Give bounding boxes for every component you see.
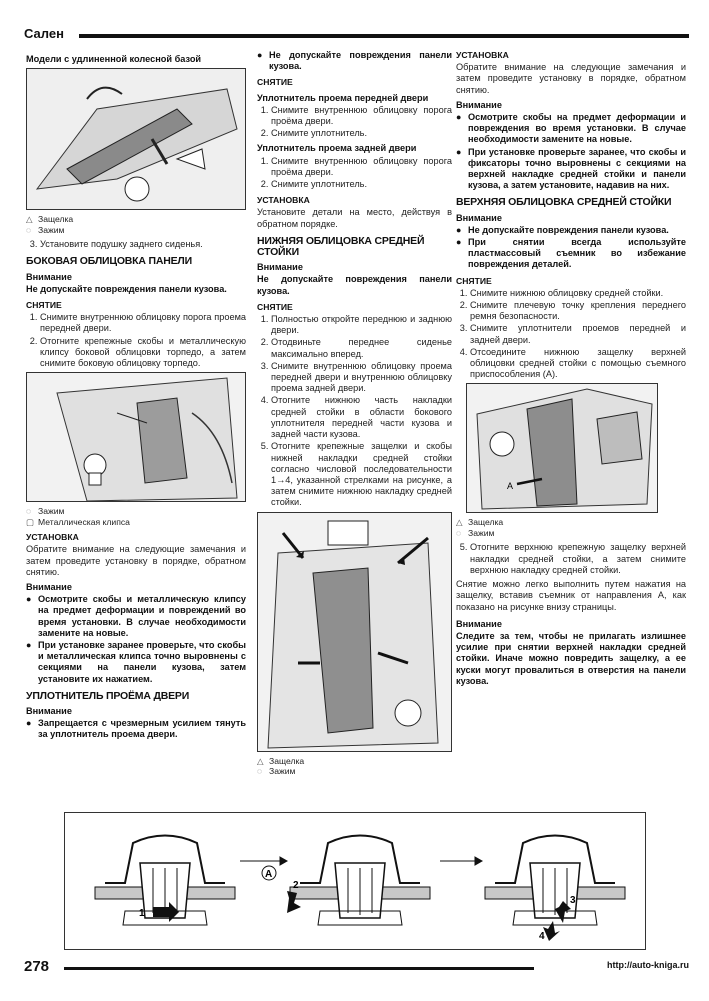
legend-label: Защелка [468, 517, 504, 528]
page-footer [24, 958, 689, 980]
attention-label: Внимание [26, 271, 72, 282]
figure-clip-removal-sequence [64, 812, 646, 950]
door-seal-bullets [26, 718, 246, 740]
legend-4 [456, 517, 686, 538]
footer-url[interactable]: http://auto-kniga.ru [607, 960, 689, 970]
attention-label: Внимание [456, 618, 502, 629]
step-item: 5. Отогните крепежные защелки и скобы нижней накладки средней стойки согласно числовой последовательности 1→4, указанной стрелками на рисунке, а затем снимите нижнюю накладку средней стойки. [271, 441, 452, 508]
install-text: Установите детали на место, действуя в обратном порядке. [257, 207, 452, 229]
note-text: Снятие можно легко выполнить путем нажатия на защелку, вставив съемник от направления А, как показано на рисунке внизу страницы. [456, 579, 686, 612]
rear-steps [257, 156, 452, 191]
header-title: Сален [24, 26, 64, 41]
removal-label: СНЯТИЕ [257, 77, 293, 88]
metal-clip-icon: ▢ [26, 516, 35, 527]
top-bullets [257, 50, 452, 72]
step-item: 1. Снимите нижнюю облицовку средней стойки. [470, 288, 686, 299]
front-steps [257, 105, 452, 140]
clip-icon: ◌ [26, 506, 32, 517]
lower-pillar-illustration [258, 513, 451, 751]
attention-label: Внимание [257, 262, 303, 273]
attention-label: Внимание [456, 212, 502, 223]
footer-rule [64, 967, 534, 970]
subsection-front-seal: Уплотнитель проема передней двери [257, 92, 429, 103]
step-item: 2. Снимите плечевую точку крепления переднего ремня безопасности. [470, 300, 686, 322]
attention-label: Внимание [26, 706, 72, 717]
latch-icon: △ [26, 214, 33, 225]
clip-sequence-illustration [65, 813, 645, 949]
legend-item [26, 517, 246, 528]
install-text: Обратите внимание на следующие замечания и затем проведите установку в порядке, обратном снятию. [26, 544, 246, 577]
figure-torpedo-trim [26, 372, 246, 502]
lower-steps [257, 314, 452, 508]
legend-item [456, 528, 686, 539]
legend-label: Зажим [38, 506, 65, 517]
clip-icon: ◌ [456, 527, 462, 538]
install-label: УСТАНОВКА [26, 532, 79, 543]
arrow-4-label: 4 [539, 931, 545, 942]
step-item: 4. Отсоедините нижнюю защелку верхней облицовки средней стойки с помощью съемного приспособления (А). [470, 347, 686, 381]
page-number: 278 [24, 958, 50, 975]
legend-item [26, 225, 246, 236]
upper-steps [456, 288, 686, 381]
section-title-upper-pillar: ВЕРХНЯЯ ОБЛИЦОВКА СРЕДНЕЙ СТОЙКИ [456, 196, 672, 209]
bullet-item: ● Запрещается с чрезмерным усилием тянуть за уплотнитель проема двери. [38, 718, 246, 740]
column-1 [26, 50, 246, 744]
section-title-door-seal: УПЛОТНИТЕЛЬ ПРОЁМА ДВЕРИ [26, 689, 190, 702]
legend-label: Зажим [468, 527, 495, 538]
legend-label: Защелка [38, 214, 74, 225]
column-2 [257, 50, 452, 781]
removal-label: СНЯТИЕ [456, 275, 492, 286]
figure-wheelbase [26, 68, 246, 210]
bullet-item: ● Не допускайте повреждения панели кузова. [468, 225, 686, 236]
page-header [24, 26, 689, 44]
install-label: УСТАНОВКА [257, 195, 310, 206]
upper-bullets [456, 225, 686, 271]
section-title-side-panel: БОКОВАЯ ОБЛИЦОВКА ПАНЕЛИ [26, 255, 192, 268]
legend-label: Зажим [38, 224, 65, 235]
removal-label: СНЯТИЕ [26, 300, 62, 311]
latch-icon: △ [257, 755, 264, 766]
legend-3 [257, 756, 452, 777]
attention-label: Внимание [26, 582, 72, 593]
step-item: 5. Отогните верхнюю крепежную защелку верхней накладки средней стойки, а затем снимите верхнюю накладку средней стойки. [470, 542, 686, 576]
clip-icon: ◌ [26, 224, 32, 235]
install-bullets [456, 112, 686, 191]
arrow-1-label: 1 [139, 908, 145, 919]
latch-icon: △ [456, 517, 463, 528]
bullet-item: ● При установке проверьте заранее, что скобы и фиксаторы точно выровнены с секциями на верхней накладке средней стойки и панели кузова, а затем установите, надавив на них. [468, 147, 686, 192]
step-item: 1. Полностью откройте переднюю и заднюю двери. [271, 314, 452, 336]
clip-icon: ◌ [257, 766, 263, 777]
step-item: 4. Отогните нижнюю часть накладки средней стойки в области бокового уплотнителя передней части кузова и задней части кузова. [271, 395, 452, 440]
arrow-4-icon [543, 921, 560, 941]
legend-2 [26, 506, 246, 527]
step-item: 2. Отогните крепежные скобы и металлическую клипсу боковой облицовки торпедо, а затем снимите боковую облицовку торпедо. [40, 336, 246, 370]
wheelbase-illustration [27, 69, 245, 209]
bullet-item: ● При установке заранее проверьте, что скобы и металлическая клипса точно выровнены с секциями на панели кузова, затем установите их нажатием. [38, 640, 246, 685]
removal-label: СНЯТИЕ [257, 301, 293, 312]
legend-label: Металлическая клипса [38, 516, 130, 527]
step-item: 3. Снимите уплотнители проемов передней и задней двери. [470, 323, 686, 345]
warning-text: Не допускайте повреждения панели кузова. [26, 283, 227, 294]
column-3 [456, 50, 686, 689]
figure-upper-pillar [466, 383, 658, 513]
torpedo-trim-illustration [27, 373, 245, 501]
final-warning: Следите за тем, чтобы не прилагать излишнее усилие при снятии верхней накладки средней стойки. Иначе можно повредить защелку, а ее куски могут провалиться в отверстия на панели кузова. [456, 630, 686, 686]
arrow-3-label: 3 [570, 895, 576, 906]
upper-pillar-illustration [467, 384, 657, 512]
step-item: 3. Установите подушку заднего сиденья. [40, 239, 246, 250]
direction-a-label: A [265, 869, 273, 880]
step-item: 1. Снимите внутреннюю облицовку порога проёма двери. [271, 105, 452, 127]
legend-label: Зажим [269, 766, 296, 777]
removal-steps [26, 312, 246, 369]
bullet-item: ● Осмотрите скобы на предмет деформации и повреждения во время установки. В случае необходимости замените на новые. [468, 112, 686, 146]
figure-lower-pillar [257, 512, 452, 752]
step-item: 2. Снимите уплотнитель. [271, 179, 452, 190]
header-rule [79, 34, 689, 38]
bullet-item: ● При снятии всегда используйте пластмассовый съемник во избежание повреждения деталей. [468, 237, 686, 271]
install-text: Обратите внимание на следующие замечания и затем проведите установку в порядке, обратном снятию. [456, 62, 686, 95]
step-list [26, 239, 246, 250]
fig1-caption: Модели с удлиненной колесной базой [26, 54, 202, 64]
section-title-lower-pillar: НИЖНЯЯ ОБЛИЦОВКА СРЕДНЕЙ СТОЙКИ [257, 234, 425, 259]
install-label: УСТАНОВКА [456, 50, 509, 60]
install-bullets [26, 594, 246, 685]
attention-label: Внимание [456, 99, 502, 110]
step-item: 2. Отодвиньте переднее сиденье максимально вперед. [271, 337, 452, 359]
arrow-2-label: 2 [293, 880, 299, 891]
legend-item [456, 517, 686, 528]
legend-item [257, 766, 452, 777]
bullet-item: ● Не допускайте повреждения панели кузова. [269, 50, 452, 72]
legend-item [26, 214, 246, 225]
step-list [456, 542, 686, 576]
warning-text: Не допускайте повреждения панели кузова. [257, 274, 452, 296]
step-item: 1. Снимите внутреннюю облицовку порога проёма двери. [271, 156, 452, 178]
step-item: 1. Снимите внутреннюю облицовку порога проема передней двери. [40, 312, 246, 334]
fig-label-a: A [507, 481, 514, 492]
legend-label: Защелка [269, 755, 305, 766]
bullet-item: ● Осмотрите скобы и металлическую клипсу на предмет деформации и повреждений во время установки. В случае необходимости замените на новые. [38, 594, 246, 639]
legend-item [26, 506, 246, 517]
subsection-rear-seal: Уплотнитель проема задней двери [257, 143, 417, 154]
legend-item [257, 756, 452, 767]
step-item: 3. Снимите внутреннюю облицовку проема передней двери и внутреннюю облицовку проема задней двери. [271, 361, 452, 395]
legend-1 [26, 214, 246, 235]
step-item: 2. Снимите уплотнитель. [271, 128, 452, 139]
